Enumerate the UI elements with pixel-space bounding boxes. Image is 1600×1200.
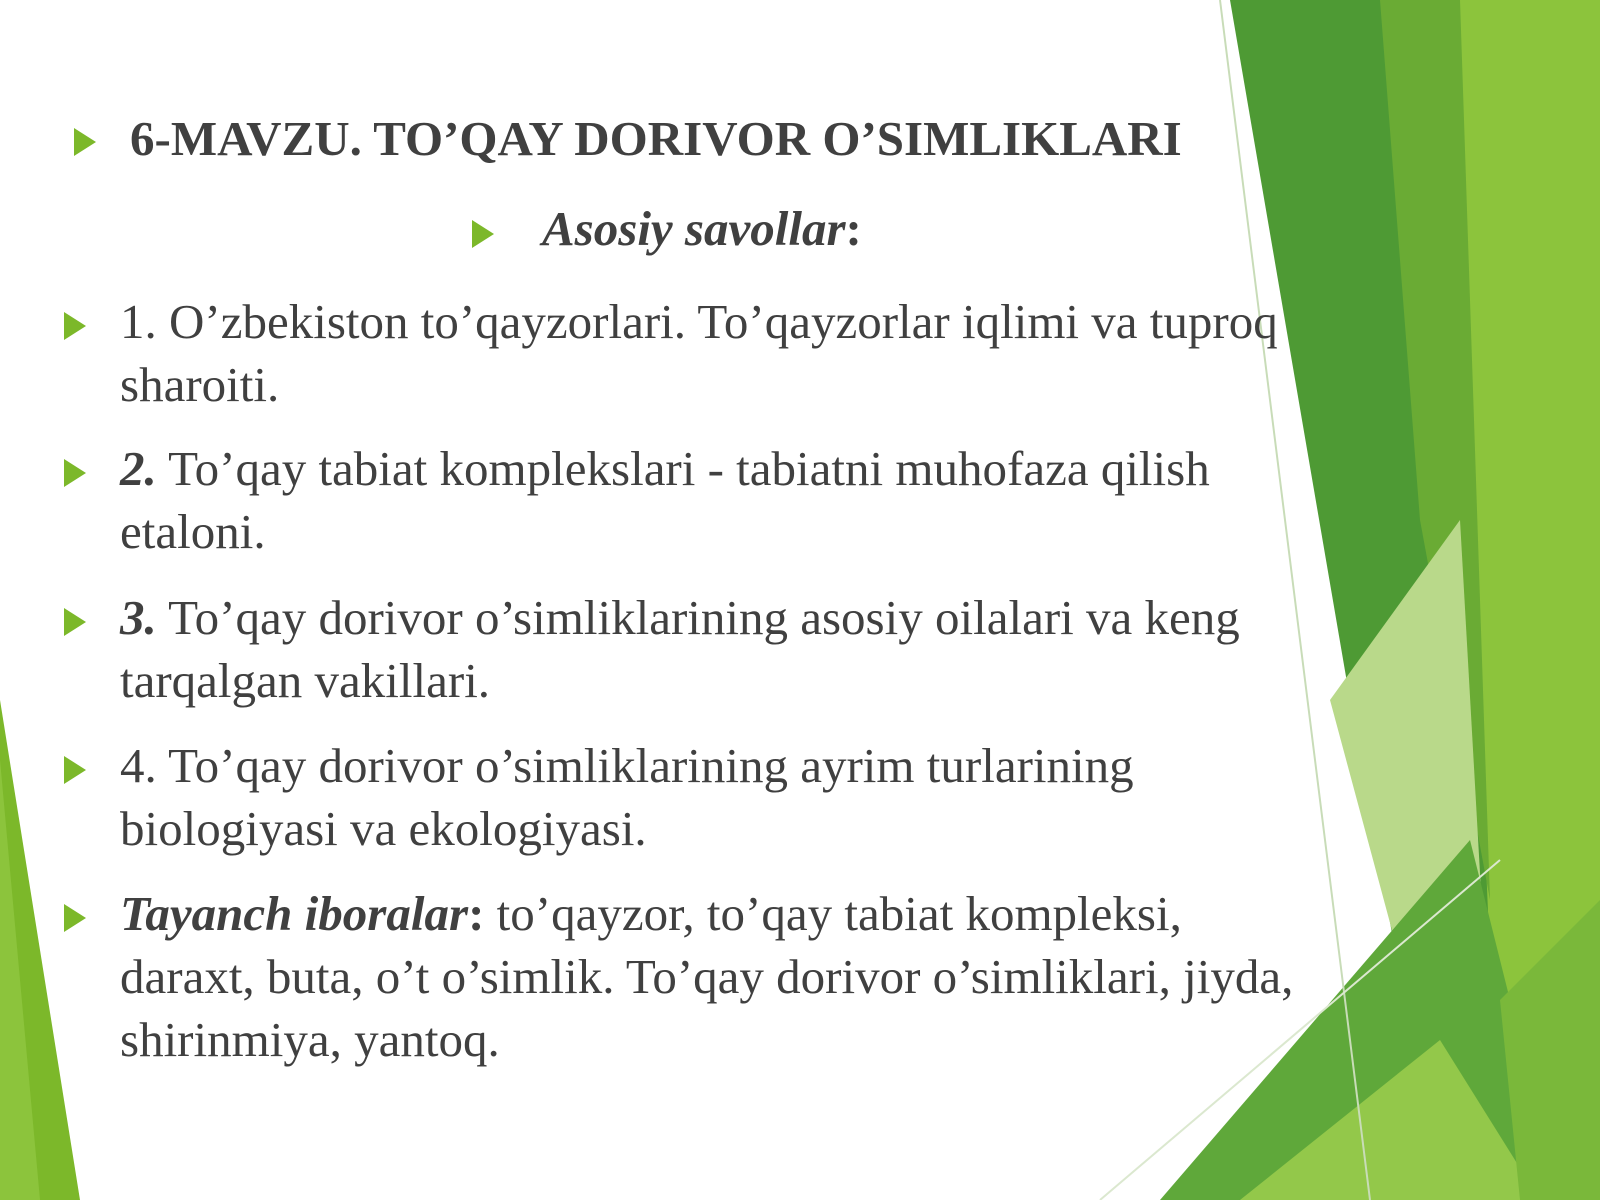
item-body: to’qayzor, to’qay tabiat kompleksi, daraxt, buta, o’t o’simlik. To’qay dorivor o’simliklari, jiyda, shirinmiya, yantoq. (120, 886, 1294, 1067)
item-body: To’qay tabiat komplekslari - tabiatni muhofaza qilish etaloni. (120, 441, 1210, 559)
bullet-arrow-icon (74, 128, 96, 156)
list-item-text (120, 882, 1320, 1071)
list-item-text (120, 290, 1320, 416)
item-number: 1. (120, 294, 169, 349)
bullet-arrow-icon (64, 312, 86, 340)
list-item-text (120, 586, 1320, 712)
bullet-arrow-icon (64, 756, 86, 784)
bullet-arrow-icon (472, 220, 494, 248)
subtitle (542, 200, 862, 257)
subtitle-colon: : (845, 201, 862, 256)
bullet-arrow-icon (64, 459, 86, 487)
slide-title: 6-MAVZU. TO’QAY DORIVOR O’SIMLIKLARI (130, 111, 1182, 166)
item-body: To’qay dorivor o’simliklarining ayrim turlarining biologiyasi va ekologiyasi. (120, 738, 1134, 856)
item-body: O’zbekiston to’qayzorlari. To’qayzorlar iqlimi va tuproq sharoiti. (120, 294, 1278, 412)
item-number: 4. (120, 738, 169, 793)
list-item-text (120, 437, 1320, 563)
item-number: 3. (120, 590, 157, 645)
item-body: To’qay dorivor o’simliklarining asosiy oilalari va keng tarqalgan vakillari. (120, 590, 1240, 708)
bullet-arrow-icon (64, 608, 86, 636)
keywords-colon: : (468, 886, 485, 941)
item-number: 2. (120, 441, 157, 496)
list-item-text (120, 734, 1320, 860)
bullet-arrow-icon (64, 904, 86, 932)
subtitle-label: Asosiy savollar (542, 201, 846, 256)
keywords-label: Tayanch iboralar (120, 886, 469, 941)
